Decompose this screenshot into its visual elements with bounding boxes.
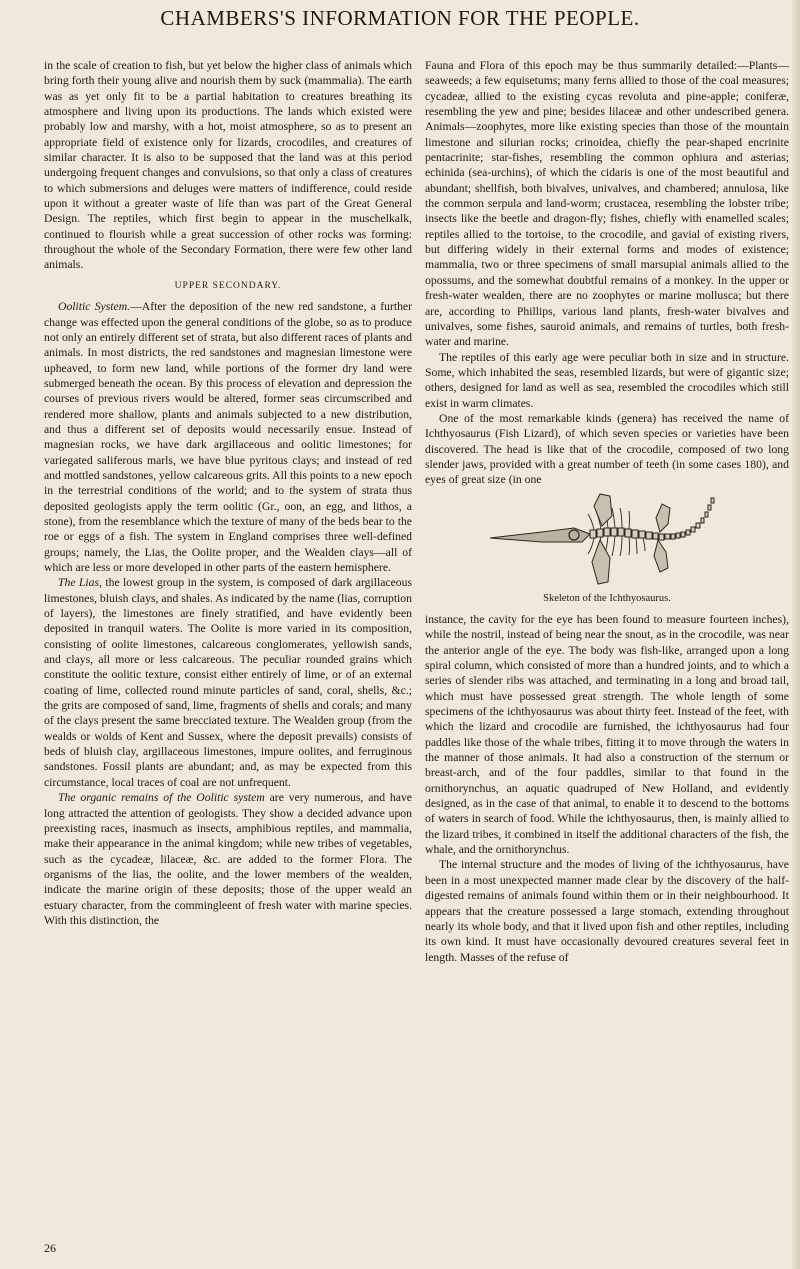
paragraph: in the scale of creation to fish, but yet below the higher class of animals which bring forth their young alive and nourish them by suck (mammalia). The earth was as yet only fit to be a partial habitation to creatures breathing its atmosphere and living upon its productions. The lands which existed were probably low and marshy, with a hot, moist atmosphere, so as to present an appropriate field of existence only for lizards, crocodiles, and creatures of similar character. It is also to be supposed that the land was at this period undergoing frequent changes and convulsions, so that only a class of creatures to which submersions and deluges were matters of indifference, could reside upon it without a greater waste of life than was part of the Great General Design. The reptiles, which first begin to appear in the muschelkalk, continued to flourish while a great succession of other rocks was forming: throughout the whole of the Secondary Formation, there were few other land animals. [44, 59, 412, 272]
paragraph: instance, the cavity for the eye has been found to measure fourteen inches), while the nostril, instead of being near the snout, as in the crocodile, was near the anterior angle of the eye. The body was fish-like, arranged upon a long spiral column, which consisted of more than a hundred joints, and to which a series of slender ribs was attached, and terminating in a long and broad tail, which must have possessed great strength. The whole length of some specimens of the ichthyosaurus was about thirty feet. Instead of the feet, with which the lizard and crocodile are furnished, the ichthyosaurus had four paddles like those of the whale tribes, fitting it to move through the waters in the manner of those animals. It had also a construction of the sternum or breast-arch, and of the four paddles, similar to that found in the ornithorynchus, an aquatic quadruped of New Holland, and evidently designed, as in the case of that animal, to enable it to descend to the bottoms of waters in search of food. While the ichthyosaurus, then, is mainly allied to the lizard tribes, it combined in itself the additional characters of the fish, the whale, and the ornithorynchus. [425, 612, 789, 857]
paragraph-body: the lowest group in the system, is composed of dark argillaceous limestones, bluish clays, and shales. As indicated by the name (lias, corruption of layers), the limestones are finely stratified, and have evidently been deposited in tranquil waters. The Oolite is more varied in its composition, consisting of oolite limestones, calcareous conglomerates, yellowish sands, and clays, all more or less calcareous. The peculiar rounded grains which constitute the oolitic texture, consist either entirely of lime, or of an external coating of lime, collected round minute particles of sand, coral, shells, &c.; the grits are composed of sand, lime, fragments of shells and corals; and many of the clays present the same brecciated texture. The Wealden group (from the wealds or wolds of Kent and Sussex, where the deposit prevails) consists of beds of bluish clay, argillaceous limestones, impure oolites, and ferruginous sandstones. Fossil plants are abundant; and, as may be expected from this circumstance, local traces of coal are not unfrequent. [44, 576, 412, 789]
paragraph [44, 299, 412, 575]
paragraph-body: —After the deposition of the new red sandstone, a further change was effected upon the general conditions of the globe, so as to produce not only an entirely different set of strata, but also different races of plants and animals. In most districts, the red sandstones and magnesian limestone were upheaved, to form new land, while portions of the former dry land were submerged beneath the ocean. By this process of elevation and depression the courses of previous rivers would be altered, former seas circumscribed and rendered more shallow, plants and animals subjected to a new distribution, and thus a different set of deposits would necessarily ensue. Instead of magnesian rocks, we have dark argillaceous and oolitic limestones; for variegated saliferous marls, we have blue pyritous clays; and instead of red and mottled sandstones, yellow calcareous grits. All this points to a new epoch in the terrestrial conditions of the world; and to the system of strata thus deposited geologists apply the term oolitic (Gr., oon, an egg, and lithos, a stone), from the resemblance which the texture of many of the beds bear to the roe or eggs of a fish. The system in England comprises three well-defined groups; namely, the Lias, the Oolite proper, and the Wealden clays—all of which are less or more developed in other parts of the eastern hemisphere. [44, 300, 413, 574]
paragraph-lead: The Lias, [58, 576, 102, 590]
running-header: CHAMBERS'S INFORMATION FOR THE PEOPLE. [160, 6, 640, 30]
paragraph: The reptiles of this early age were peculiar both in size and in structure. Some, which inhabited the seas, resembled lizards, but were of gigantic size; others, designed for land as well as sea, resembled the crocodiles which still exist in warm climates. [425, 350, 789, 410]
paragraph: The internal structure and the modes of living of the ichthyosaurus, have been in a most unexpected manner made clear by the discovery of the half-digested remains of animals found within them or in their neighbourhood. It appears that the creature possessed a large stomach, extending throughout nearly its whole body, and that it lived upon fish and other reptiles, including its own kind. It must have occasionally devoured creatures several feet in length. Masses of the refuse of [425, 858, 789, 964]
paragraph [44, 575, 412, 790]
paragraph: One of the most remarkable kinds (genera) has received the name of Ichthyosaurus (Fish Lizard), of which seven species or varieties have been discovered. The head is like that of the crocodile, composed of two long slender jaws, provided with a great number of teeth (in some cases 180), and eyes of great size (in one [425, 411, 789, 487]
ichthyosaurus-skeleton-illustration [482, 492, 732, 590]
section-heading: UPPER SECONDARY. [174, 280, 282, 291]
paragraph-lead: The organic remains of the Oolitic system [58, 791, 265, 805]
ichthyosaurus-figure [425, 492, 789, 606]
paragraph-lead: Oolitic System. [58, 300, 131, 314]
page-number: 26 [44, 1241, 56, 1255]
paragraph [44, 790, 412, 928]
paragraph: Fauna and Flora of this epoch may be thus summarily detailed:—Plants—seaweeds; a few equisetums; many ferns allied to those of the coal measures; cycadeæ, allied to the existing cycas revoluta and pine-apple; coniferæ, resembling the yew and pine; besides lilaceæ and other undescribed genera. Animals—zoophytes, more like existing species than those of the mountain limestone and silurian rocks; crinoidea, chiefly the pear-shaped encrinite pentacrinite; star-fishes, resembling the common ophiura and asterias; echinida (sea-urchins), of which the cidaris is one of the most beautiful and abundant; shellfish, both bivalves, univalves, and chambered; annulosa, like the common serpula and land-worm; crustacea, resembling the lobster tribe; insects like the beetle and dragon-fly; fishes, chiefly with enamelled scales; reptiles allied to the tortoise, to the crocodile, and gavial of existing rivers, but differing widely in their external forms and modes of existence; mammalia, two or three specimens of small marsupial animals allied to the opossums, and the somewhat doubtful remains of a monkey. In the upper or fresh-water wealden, there are no zoophytes or marine mollusca; but there are, according to Phillips, various land plants, fresh-water bivalves and univalves, some fishes, sauroid animals, and remains of turtles, both fresh-water and marine. [425, 59, 789, 349]
page-edge [792, 0, 800, 1269]
paragraph-body: are very numerous, and have long attracted the attention of geologists. They show a decided advance upon preexisting races, inasmuch as insects, amphibious reptiles, and mammalia, make their appearance in the animal kingdom; while new tribes of vegetables, such as the cycadeæ, lilaceæ, &c. are added to the former Flora. The organisms of the lias, the oolite, and the lower members of the wealden, indicate the marine origin of these deposits; those of the upper weald an estuary character, from the commingleent of fresh water with marine species. With this distinction, the [44, 791, 412, 927]
figure-caption: Skeleton of the Ichthyosaurus. [543, 592, 671, 604]
right-column [425, 58, 789, 965]
left-column [44, 58, 412, 928]
